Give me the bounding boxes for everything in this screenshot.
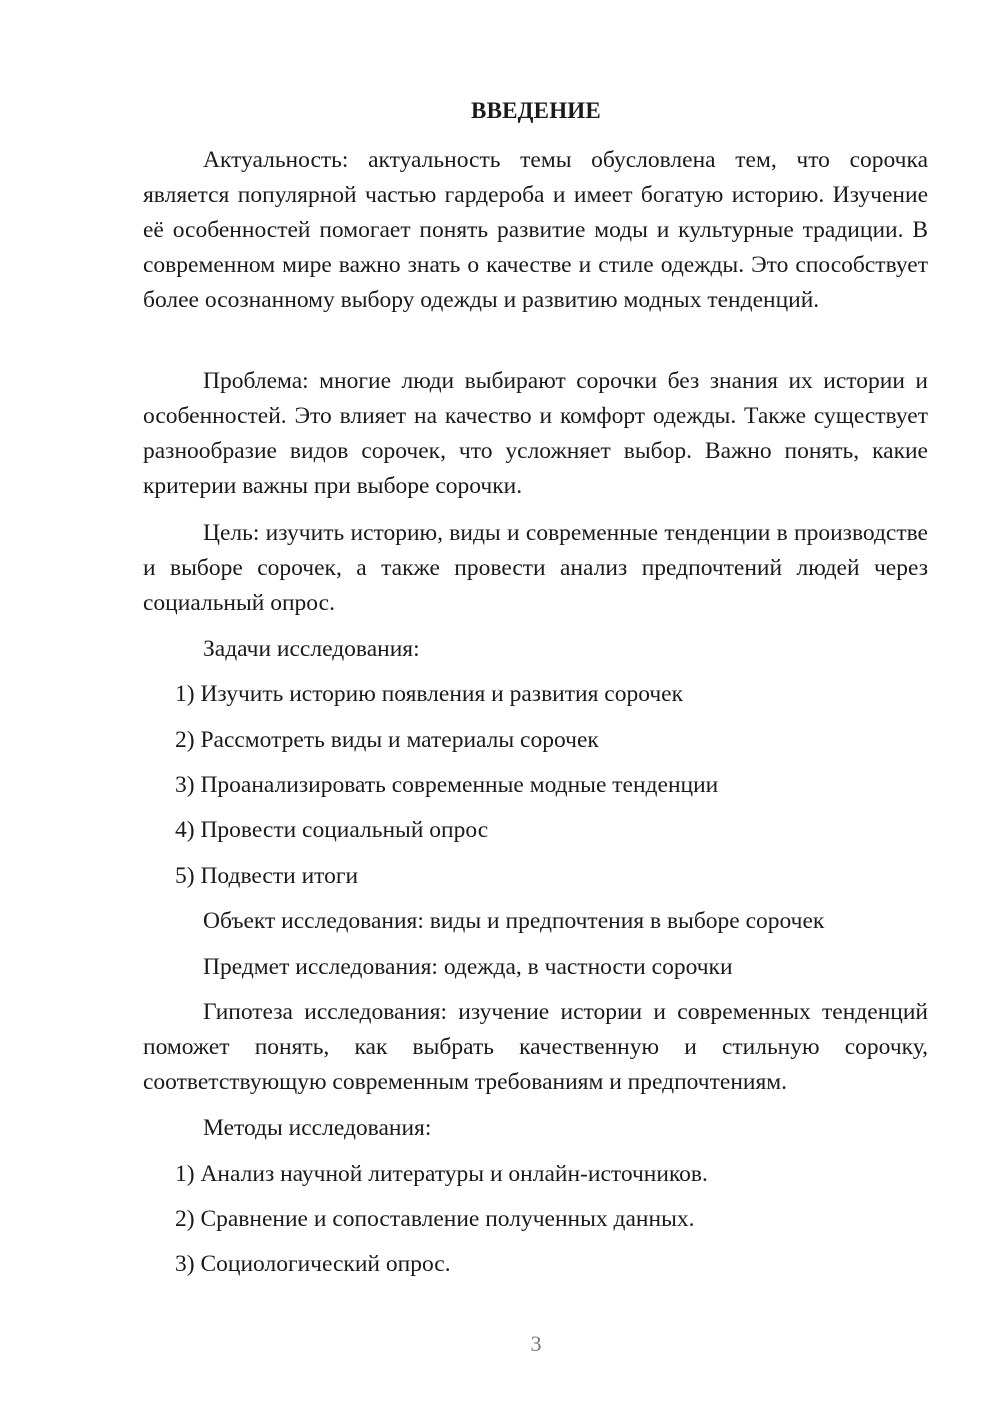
method-item: 3) Социологический опрос. (175, 1251, 451, 1277)
task-item: 2) Рассмотреть виды и материалы сорочек (175, 727, 599, 753)
subject-line: Предмет исследования: одежда, в частности сорочки (203, 954, 733, 980)
page-number: 3 (530, 1331, 542, 1356)
tasks-heading: Задачи исследования: (203, 636, 420, 662)
hypothesis-text: Гипотеза исследования: изучение истории и современных тенденций поможет понять, как выбрать качественную и стильную сорочку, соответствующую современным требованиям и предпочтениям. (143, 999, 928, 1095)
relevance-paragraph (143, 143, 928, 318)
relevance-text: Актуальность: актуальность темы обусловлена тем, что сорочка является популярной частью гардероба и имеет богатую историю. Изучение её особенностей помогает понять развитие моды и культурные традиции. В современном мире важно знать о качестве и стиле одежды. Это способствует более осознанному выбору одежды и развитию модных тенденций. (143, 147, 928, 313)
methods-heading: Методы исследования: (203, 1115, 432, 1141)
hypothesis-paragraph (143, 995, 928, 1100)
task-item: 4) Провести социальный опрос (175, 817, 489, 843)
method-item: 2) Сравнение и сопоставление полученных данных. (175, 1206, 695, 1232)
problem-text: Проблема: многие люди выбирают сорочки без знания их истории и особенностей. Это влияет на качество и комфорт одежды. Также существует разнообразие видов сорочек, что усложняет выбор. Важно понять, какие критерии важны при выборе сорочки. (143, 368, 928, 499)
task-item: 1) Изучить историю появления и развития сорочек (175, 681, 684, 707)
task-item: 3) Проанализировать современные модные тенденции (175, 772, 719, 798)
method-item: 1) Анализ научной литературы и онлайн-источников. (175, 1161, 708, 1187)
goal-paragraph (143, 516, 928, 621)
goal-text: Цель: изучить историю, виды и современные тенденции в производстве и выборе сорочек, а также провести анализ предпочтений людей через социальный опрос. (143, 520, 928, 616)
page-title: ВВЕДЕНИЕ (471, 98, 601, 123)
object-line: Объект исследования: виды и предпочтения в выборе сорочек (203, 908, 825, 934)
problem-paragraph (143, 364, 928, 504)
task-item: 5) Подвести итоги (175, 863, 359, 889)
